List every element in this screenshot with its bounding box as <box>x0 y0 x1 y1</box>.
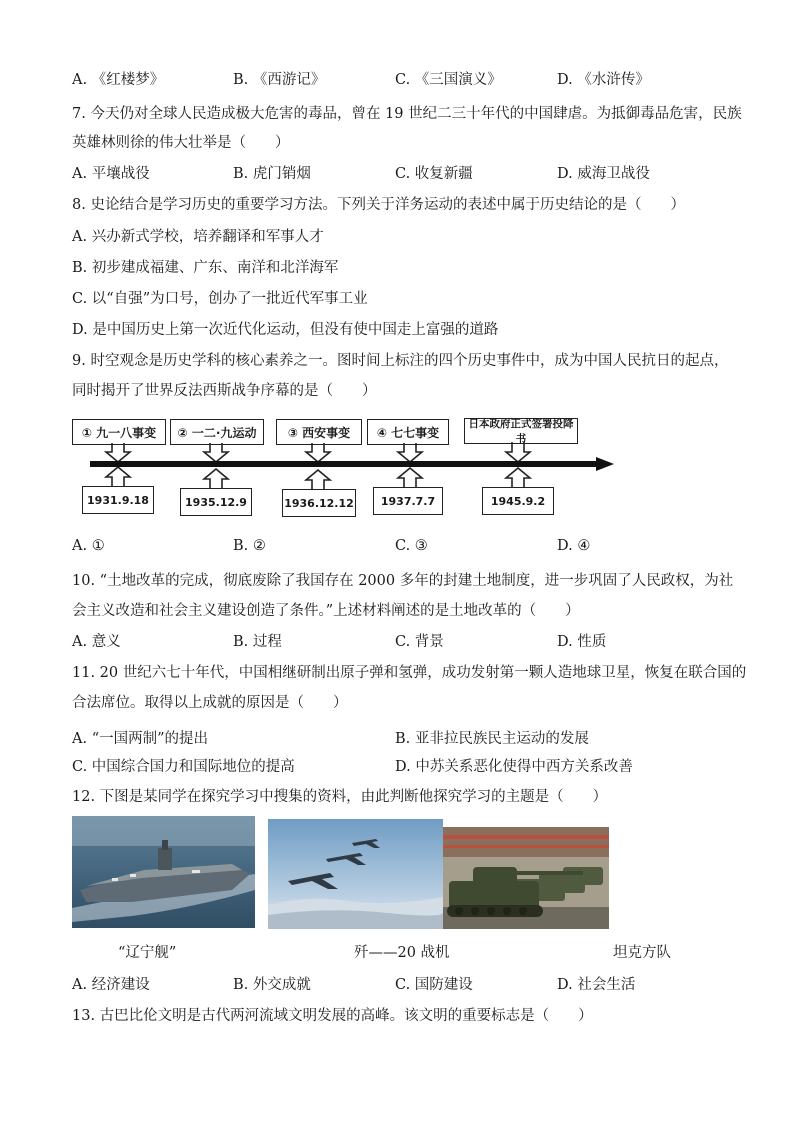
q7-stem-line2: 英雄林则徐的伟大壮举是（ ） <box>72 135 290 151</box>
q7-option-a: A. 平壤战役 <box>72 166 150 182</box>
up-arrow-4 <box>398 468 422 487</box>
timeline-date-5: 1945.9.2 <box>482 487 554 515</box>
q11-option-a: A. “一国两制”的提出 <box>72 731 209 747</box>
down-arrow-3 <box>306 443 330 462</box>
q12-option-c: C. 国防建设 <box>395 977 473 993</box>
down-arrow-4 <box>398 443 422 462</box>
timeline-date-2: 1935.12.9 <box>180 488 252 516</box>
q6-option-d: D. 《水浒传》 <box>557 72 650 88</box>
q11-option-b: B. 亚非拉民族民主运动的发展 <box>395 731 589 747</box>
q10-option-a: A. 意义 <box>72 634 121 650</box>
q7-stem-line1: 7. 今天仍对全球人民造成极大危害的毒品，曾在 19 世纪二三十年代的中国肆虐。为抵御毒品危害，民族 <box>72 106 742 122</box>
q10-option-b: B. 过程 <box>233 634 282 650</box>
timeline-event-3: ③ 西安事变 <box>276 419 362 445</box>
q10-stem-line1: 10. “土地改革的完成，彻底废除了我国存在 2000 多年的封建土地制度，进一步巩固了人民政权，为社 <box>72 573 734 589</box>
q7-option-d: D. 威海卫战役 <box>557 166 650 182</box>
q8-option-a: A. 兴办新式学校，培养翻译和军事人才 <box>72 229 324 245</box>
down-arrow-1 <box>106 443 130 462</box>
q6-option-a: A. 《红楼梦》 <box>72 72 165 88</box>
q8-option-c: C. 以“自强”为口号，创办了一批近代军事工业 <box>72 291 368 307</box>
q10-stem-line2: 会主义改造和社会主义建设创造了条件。”上述材料阐述的是土地改革的（ ） <box>72 603 580 619</box>
q12-option-b: B. 外交成就 <box>233 977 311 993</box>
timeline-date-4: 1937.7.7 <box>373 487 443 515</box>
q11-option-c: C. 中国综合国力和国际地位的提高 <box>72 759 295 775</box>
q11-stem-line1: 11. 20 世纪六七十年代，中国相继研制出原子弹和氢弹，成功发射第一颗人造地球卫星，恢复在联合国的 <box>72 665 747 681</box>
up-arrow-3 <box>306 470 330 489</box>
q10-option-c: C. 背景 <box>395 634 444 650</box>
up-arrow-2 <box>204 469 228 488</box>
q6-option-c: C. 《三国演义》 <box>395 72 502 88</box>
caption-tanks: 坦克方队 <box>613 945 671 961</box>
q8-option-b: B. 初步建成福建、广东、南洋和北洋海军 <box>72 260 339 276</box>
q9-option-a: A. ① <box>72 538 105 554</box>
q9-stem-line2: 同时揭开了世界反法西斯战争序幕的是（ ） <box>72 383 377 399</box>
q11-option-d: D. 中苏关系恶化使得中西方关系改善 <box>395 759 633 775</box>
fighter-jets-photo <box>268 819 443 929</box>
up-arrow-1 <box>106 467 130 486</box>
q12-option-d: D. 社会生活 <box>557 977 636 993</box>
up-arrow-5 <box>506 468 530 487</box>
q9-option-c: C. ③ <box>395 538 428 554</box>
q12-stem: 12. 下图是某同学在探究学习中搜集的资料，由此判断他探究学习的主题是（ ） <box>72 789 608 805</box>
q13-stem: 13. 古巴比伦文明是古代两河流域文明发展的高峰。该文明的重要标志是（ ） <box>72 1008 593 1024</box>
down-arrow-2 <box>204 443 228 462</box>
q10-option-d: D. 性质 <box>557 634 607 650</box>
q9-option-b: B. ② <box>233 538 266 554</box>
timeline-event-1: ① 九一八事变 <box>72 419 166 445</box>
timeline-event-2: ② 一二·九运动 <box>170 419 264 445</box>
timeline-event-4: ④ 七七事变 <box>367 419 449 445</box>
timeline-arrowhead <box>596 457 614 471</box>
timeline-axis <box>90 461 596 467</box>
q7-option-b: B. 虎门销烟 <box>233 166 311 182</box>
q9-option-d: D. ④ <box>557 538 591 554</box>
caption-liaoning: “辽宁舰” <box>118 945 177 961</box>
q12-option-a: A. 经济建设 <box>72 977 150 993</box>
tank-formation-photo <box>443 827 609 929</box>
q9-stem-line1: 9. 时空观念是历史学科的核心素养之一。图时间上标注的四个历史事件中，成为中国人民抗日的起点， <box>72 353 729 369</box>
q11-stem-line2: 合法席位。取得以上成就的原因是（ ） <box>72 695 348 711</box>
q8-stem: 8. 史论结合是学习历史的重要学习方法。下列关于洋务运动的表述中属于历史结论的是（ ） <box>72 197 685 213</box>
q6-option-b: B. 《西游记》 <box>233 72 326 88</box>
timeline-date-1: 1931.9.18 <box>82 486 154 514</box>
timeline-event-5: 日本政府正式签署投降书 <box>464 418 578 444</box>
timeline-date-3: 1936.12.12 <box>282 489 356 517</box>
aircraft-carrier-photo <box>72 816 255 928</box>
down-arrow-5 <box>506 442 530 462</box>
q7-option-c: C. 收复新疆 <box>395 166 473 182</box>
q8-option-d: D. 是中国历史上第一次近代化运动，但没有使中国走上富强的道路 <box>72 322 499 338</box>
caption-j20: 歼——20 战机 <box>354 945 450 961</box>
